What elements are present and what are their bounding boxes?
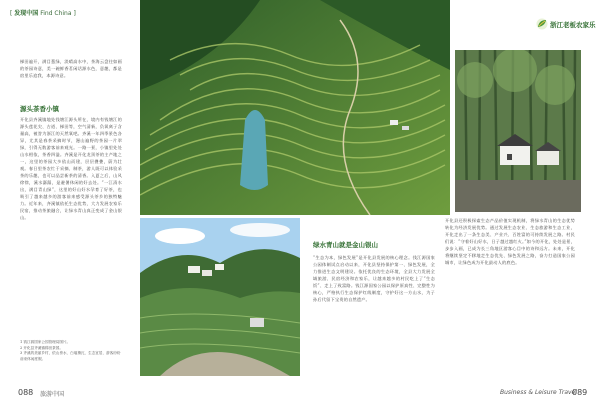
intro-paragraph: 梯田遍开，满目葱绿，淡晴高水中，茶海云盘往如画的茶园诗意，美一碗鲜香茗闲话源水色，意趣，都是宿里乐追我，本源诗意。 [20,59,122,78]
left-page-number: 088 [18,388,34,397]
section-subtitle: Find China [40,10,72,17]
section-heading: 源头茶香小镇 [20,105,59,113]
leaf-logo-icon [536,18,548,30]
section-header: [ 发现中国 Find China ] [10,10,76,17]
aerial-tea-terrace-photo [140,0,450,215]
right-page-number: 089 [572,388,588,397]
note-3: 3 齐溪的美丽乡村，依山傍水，白墙黛瓦，生态宜居，游客纷纷前来休闲度假。 [20,351,121,361]
publication-logo [536,18,596,32]
photo-notes [20,340,122,362]
section-heading-2: 绿水青山就是金山银山 [313,241,378,249]
body-text-2b: 开化县还积极探索生态产品价值实现机制，将绿水青山的生态优势转化为经济发展优势。通过发展生态农业、生态旅游和生态工业，开化走出了一条生态美、产业兴、百姓富的可持续发展之路。村民们说：“守着好山好水，日子越过越红火。”如今的开化，处处是景，步步入画，已成为长三角地区游客心目中的诗和远方。未来，开化将继续坚定不移地走生态优先、绿色发展之路，奋力打造国家公园城市，让绿色成为开化最动人的底色。 [445,218,575,265]
note-1: 1 钱江源国家公园管理局图片。 [20,340,71,344]
body-text: 开化县齐溪镇地处钱塘江源头所在，境内有钱塘江的源头莲花尖、古道、梯田等，空气清新，负氧离子含量高，被誉为浙江的天然氧吧。齐溪一年四季景色各异，尤其是春茶采摘时节，漫山遍野的茶园一片翠绿，引得无数游客前来观光。一路一景，小镇里处处山水相依，茶香四溢。齐溪是开化龙顶茶的主产地之一，这里的茶园大多依山而建，层层叠叠，蔚为壮观。春日里茶农忙于采摘、制茶，游人既可以体验采茶的乐趣，也可以品尝新茶的清香。入夏之后，山风徐徐，溪水潺潺，是避暑休闲的好去处。“一江清水出，满目青山绿”，这里的好山好水孕育了好茶，也吸引了越来越多的游客前来感受源头茶乡的独特魅力。近年来，齐溪镇依托生态优势，大力发展农家乐民宿，推动茶旅融合，让绿水青山真正变成了金山银山。 [20,117,122,220]
bamboo-forest-house-photo [455,50,581,212]
left-footer-title: 旅游中国 [40,391,65,398]
mountain-village-photo [140,218,300,376]
logo-text: 浙江老板农家乐 [550,21,596,29]
body-text-2a: “生态为本，绿色发展”是开化县发展的核心理念。钱江源国家公园体制试点启动以来，开化县坚持保护第一、绿色发展，全力推进生态文明建设。依托优良的生态环境，全县大力发展全域旅游、民宿经济和农家乐，让越来越多的村民吃上了“生态饭”、走上了致富路。钱江源国家公园以保护原真性、完整性为核心，严格执行生态保护红线制度，守护好这一方山水，为子孙后代留下宝贵的自然遗产。 [313,255,435,302]
right-footer-title: Business & Leisure Travel [500,389,577,396]
section-title: 发现中国 [14,10,39,17]
note-2: 2 开化县齐溪镇梯田茶园。 [20,345,63,350]
